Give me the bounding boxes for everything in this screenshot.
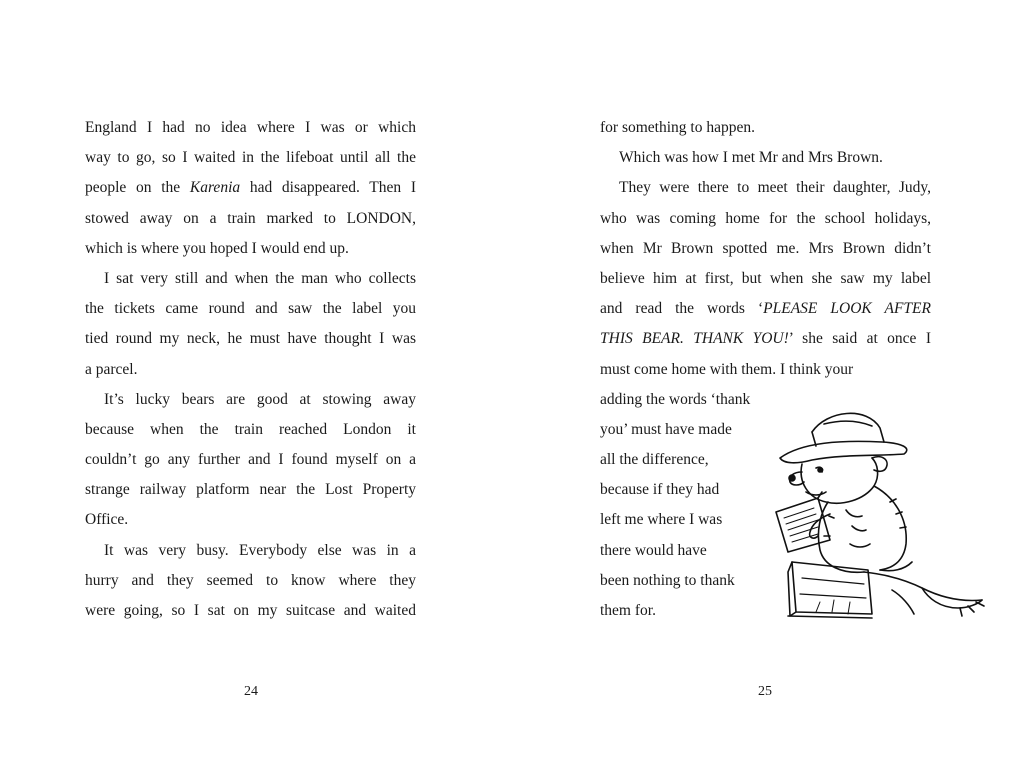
page-number: 25	[758, 684, 772, 699]
right-page	[510, 0, 1020, 783]
text-line-content: because if they had	[600, 481, 720, 499]
text-line-content: hurry and they seemed to know where they	[85, 571, 416, 589]
text-line-content: Which was how I met Mr and Mrs Brown.	[619, 149, 883, 167]
text-line	[600, 294, 931, 324]
text-line-content	[85, 179, 416, 196]
text-line	[600, 355, 931, 385]
text-line	[85, 445, 416, 475]
text-line-content: been nothing to thank	[600, 571, 735, 589]
text-line-content: England I had no idea where I was or which	[85, 119, 416, 136]
text-line-content: there would have	[600, 541, 707, 559]
left-page-text	[85, 113, 416, 626]
text-line-content	[600, 330, 931, 347]
italic-text: THIS BEAR. THANK YOU!	[600, 330, 789, 348]
text-line	[85, 475, 416, 505]
text-line	[85, 204, 416, 234]
text-line	[600, 143, 931, 173]
text-line-content: left me where I was	[600, 511, 723, 529]
text-fragment: people on the	[85, 179, 190, 197]
text-line-content: them for.	[600, 602, 656, 619]
text-line	[85, 264, 416, 294]
text-fragment: and read the words ‘	[600, 300, 764, 318]
page-number: 24	[244, 684, 258, 699]
text-line-content: I sat very still and when the man who collects	[104, 269, 416, 287]
text-line-content: were going, so I sat on my suitcase and waited	[85, 602, 416, 619]
text-line-content: strange railway platform near the Lost Property	[85, 481, 416, 499]
text-line	[85, 324, 416, 354]
text-line	[600, 324, 931, 354]
text-line-content: which is where you hoped I would end up.	[85, 239, 349, 257]
text-fragment: ’ she said at once I	[788, 330, 931, 348]
text-line	[85, 143, 416, 173]
text-line-content: tied round my neck, he must have thought I was	[85, 330, 416, 348]
text-line	[600, 113, 931, 143]
text-line	[85, 294, 416, 324]
text-line	[85, 596, 416, 626]
text-line-content: believe him at first, but when she saw my label	[600, 269, 931, 287]
text-line	[85, 234, 416, 264]
text-line-content: Office.	[85, 511, 129, 529]
text-line	[85, 173, 416, 203]
text-line-content: because when the train reached London it	[85, 420, 416, 438]
text-line-content: must come home with them. I think your	[600, 360, 854, 378]
text-line	[85, 355, 416, 385]
text-line	[85, 113, 416, 143]
text-line-content: all the difference,	[600, 451, 709, 469]
text-line	[85, 566, 416, 596]
text-line-content: a parcel.	[85, 360, 138, 378]
text-line	[85, 385, 416, 415]
text-line	[600, 204, 931, 234]
text-fragment: had disappeared. Then I	[240, 179, 416, 197]
text-line-content: when Mr Brown spotted me. Mrs Brown didn’t	[600, 239, 931, 257]
text-line	[600, 173, 931, 203]
bear-illustration	[772, 402, 987, 632]
text-line	[600, 264, 931, 294]
text-line-content: They were there to meet their daughter, Judy,	[619, 179, 931, 197]
text-line-content: for something to happen.	[600, 119, 755, 136]
text-line-content: who was coming home for the school holidays,	[600, 209, 931, 227]
italic-text: PLEASE LOOK AFTER	[763, 300, 931, 318]
text-line-content: adding the words ‘thank	[600, 390, 751, 408]
text-line-content: It’s lucky bears are good at stowing away	[104, 390, 416, 408]
italic-text: Karenia	[189, 179, 241, 197]
text-line-content: It was very busy. Everybody else was in a	[104, 541, 416, 559]
text-line-content: couldn’t go any further and I found myself on a	[85, 451, 416, 469]
text-line	[85, 536, 416, 566]
text-line-content: way to go, so I waited in the lifeboat until all the	[85, 149, 416, 167]
text-line	[85, 505, 416, 535]
text-line	[600, 234, 931, 264]
text-line-content: stowed away on a train marked to LONDON,	[85, 209, 416, 227]
text-line-content	[600, 300, 931, 317]
text-line-content: the tickets came round and saw the label you	[85, 300, 416, 318]
text-line-content: you’ must have made	[600, 420, 732, 438]
text-line	[85, 415, 416, 445]
